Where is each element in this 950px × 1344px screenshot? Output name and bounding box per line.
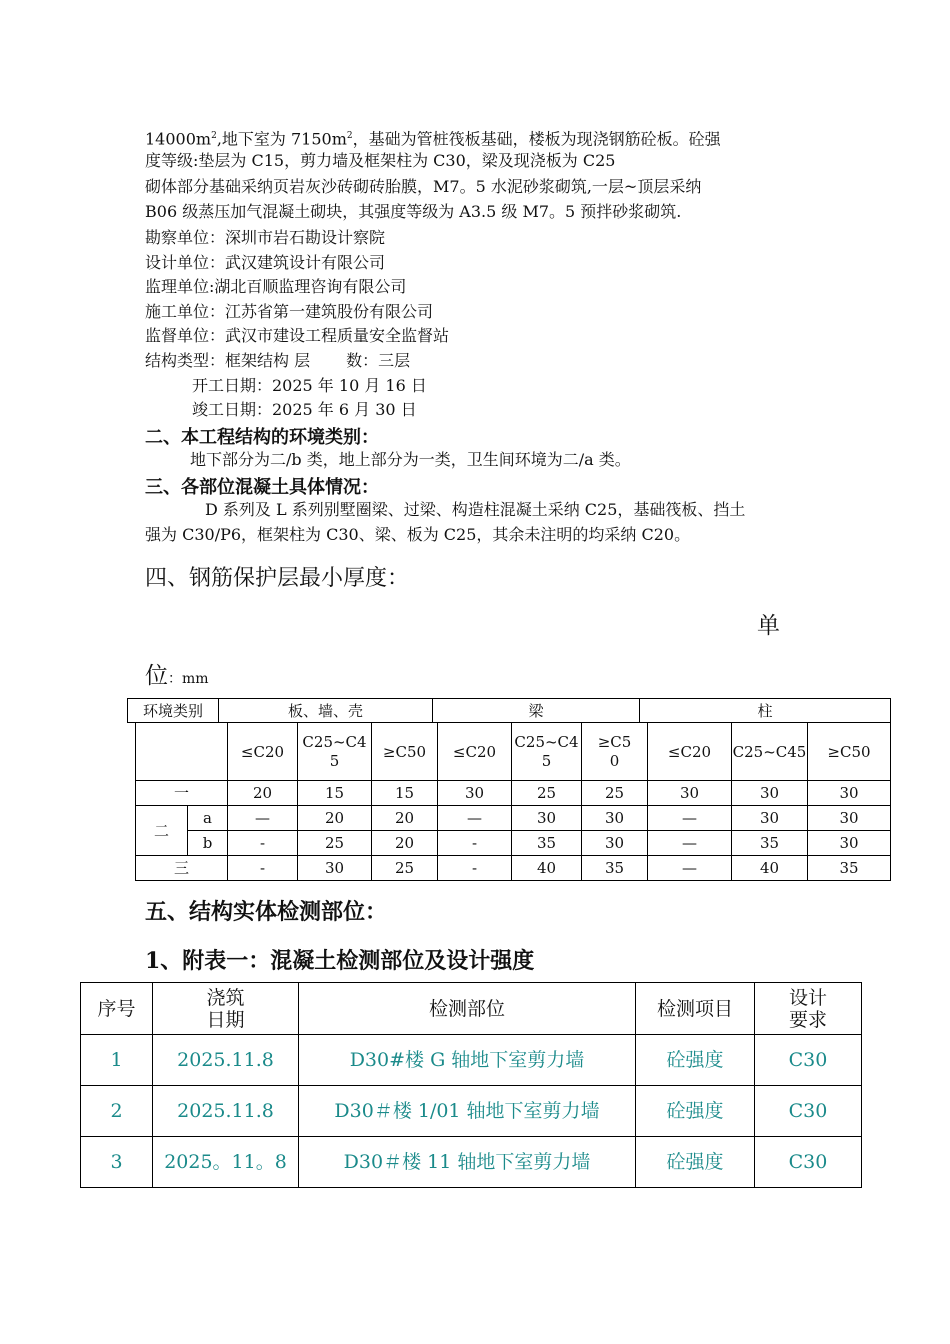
supervision-unit: 监理单位:湖北百顺监理咨询有限公司	[145, 277, 407, 296]
header-no: 序号	[81, 983, 153, 1035]
table-cell: 25	[512, 781, 582, 806]
sub-header: ≤C20	[438, 723, 512, 781]
row-location: D30#楼 G 轴地下室剪力墙	[299, 1035, 636, 1086]
row-no: 2	[81, 1086, 153, 1137]
table-cell: 20	[372, 806, 438, 831]
section-4-title: 四、钢筋保护层最小厚度：	[145, 566, 410, 591]
header-item: 检测项目	[636, 983, 755, 1035]
table-row	[81, 1086, 862, 1137]
sub-header: ≤C20	[228, 723, 298, 781]
table-cell: -	[228, 856, 298, 881]
table-cell: 35	[808, 856, 891, 881]
row-no: 3	[81, 1137, 153, 1188]
table-cell: —	[648, 831, 732, 856]
row-label: 一	[136, 781, 228, 806]
row-date: 2025.11.8	[153, 1086, 299, 1137]
table-cell: 30	[808, 831, 891, 856]
end-date: 竣工日期：2025 年 6 月 30 日	[192, 400, 417, 419]
sub-header: ≥C5 0	[582, 723, 648, 781]
inspection-unit: 监督单位：武汉市建设工程质量安全监督站	[145, 326, 450, 345]
header-requirement: 设计 要求	[755, 983, 862, 1035]
header-date: 浇筑 日期	[153, 983, 299, 1035]
row-item: 砼强度	[636, 1035, 755, 1086]
table-cell: 35	[512, 831, 582, 856]
start-date: 开工日期：2025 年 10 月 16 日	[192, 376, 427, 395]
intro-line-1: $14000m^2$,地下室为 $7150m^2$，基础为管桩筏板基础，楼板为现浇钢筋砼板。砼强	[145, 129, 721, 149]
table-cell: 15	[298, 781, 372, 806]
row-item: 砼强度	[636, 1086, 755, 1137]
table-cell: -	[438, 831, 512, 856]
table-cell: 20	[372, 831, 438, 856]
table-cell: 30	[808, 806, 891, 831]
row-label: 二	[136, 806, 188, 856]
intro-line-2: 度等级:垫层为 C15，剪力墙及框架柱为 C30，梁及现浇板为 C25	[145, 151, 616, 170]
section-5-subtitle: 1、附表一：混凝土检测部位及设计强度	[145, 948, 535, 974]
table-cell: 30	[298, 856, 372, 881]
row-sublabel: b	[188, 831, 228, 856]
row-location: D30＃楼 11 轴地下室剪力墙	[299, 1137, 636, 1188]
construction-unit: 施工单位：江苏省第一建筑股份有限公司	[145, 302, 434, 321]
row-requirement: C30	[755, 1086, 862, 1137]
table-cell: 30	[582, 831, 648, 856]
corner-cell	[136, 723, 228, 781]
table-cell: 25	[582, 781, 648, 806]
section-3-line-1: D 系列及 L 系列别墅圈梁、过梁、构造柱混凝土采纳 C25，基础筏板、挡土	[205, 500, 746, 519]
table-cell: -	[228, 831, 298, 856]
row-item: 砼强度	[636, 1137, 755, 1188]
table-cell: 35	[732, 831, 808, 856]
cover-table-header	[127, 698, 891, 723]
table-cell: —	[438, 806, 512, 831]
row-no: 1	[81, 1035, 153, 1086]
section-3-line-2: 强为 C30/P6，框架柱为 C30、梁、板为 C25，其余未注明的均采纳 C20。	[145, 525, 691, 544]
table-cell: 20	[298, 806, 372, 831]
table-row	[81, 1035, 862, 1086]
row-sublabel: a	[188, 806, 228, 831]
table-cell: 40	[732, 856, 808, 881]
intro-line-3: 砌体部分基础采纳页岩灰沙砖砌砖胎膜，M7。5 水泥砂浆砌筑,一层~顶层采纳	[145, 177, 702, 196]
header-location: 检测部位	[299, 983, 636, 1035]
section-2-text: 地下部分为二/b 类，地上部分为一类，卫生间环境为二/a 类。	[190, 450, 631, 469]
sub-header: ≥C50	[808, 723, 891, 781]
row-label: 三	[136, 856, 228, 881]
table-cell: 20	[228, 781, 298, 806]
header-env: 环境类别	[128, 699, 219, 723]
row-date: 2025.11.8	[153, 1035, 299, 1086]
table-cell: 25	[372, 856, 438, 881]
table-cell: —	[228, 806, 298, 831]
design-unit: 设计单位：武汉建筑设计有限公司	[145, 253, 386, 272]
header-col: 柱	[640, 699, 891, 723]
section-2-title: 二、本工程结构的环境类别：	[145, 427, 379, 448]
table-cell: 30	[808, 781, 891, 806]
cover-table	[135, 722, 891, 881]
row-requirement: C30	[755, 1035, 862, 1086]
unit-label-a: 单	[757, 613, 780, 639]
section-5-title: 五、结构实体检测部位：	[145, 899, 388, 925]
structure-type: 结构类型：框架结构 层 数：三层	[145, 351, 411, 370]
table-cell: 30	[732, 806, 808, 831]
table-row	[81, 1137, 862, 1188]
survey-unit: 勘察单位：深圳市岩石勘设计察院	[145, 228, 386, 247]
row-date: 2025。11。8	[153, 1137, 299, 1188]
table-cell: 15	[372, 781, 438, 806]
row-requirement: C30	[755, 1137, 862, 1188]
sub-header: C25~C4 5	[298, 723, 372, 781]
sub-header: C25~C4 5	[512, 723, 582, 781]
table-cell: 30	[582, 806, 648, 831]
intro-line-4: B06 级蒸压加气混凝土砌块，其强度等级为 A3.5 级 M7。5 预拌砂浆砌筑.	[145, 202, 682, 221]
table-cell: 30	[438, 781, 512, 806]
sub-header: C25~C45	[732, 723, 808, 781]
row-location: D30＃楼 1/01 轴地下室剪力墙	[299, 1086, 636, 1137]
table-cell: -	[438, 856, 512, 881]
header-slab: 板、墙、壳	[219, 699, 433, 723]
unit-label: 位：mm	[145, 663, 209, 689]
sub-header: ≤C20	[648, 723, 732, 781]
table-cell: —	[648, 806, 732, 831]
table-cell: 30	[648, 781, 732, 806]
table-cell: —	[648, 856, 732, 881]
table-cell: 30	[732, 781, 808, 806]
table-cell: 25	[298, 831, 372, 856]
header-beam: 梁	[433, 699, 640, 723]
sub-header: ≥C50	[372, 723, 438, 781]
section-3-title: 三、各部位混凝土具体情况：	[145, 477, 379, 498]
table-cell: 40	[512, 856, 582, 881]
table-cell: 30	[512, 806, 582, 831]
table-cell: 35	[582, 856, 648, 881]
test-table	[80, 982, 862, 1188]
